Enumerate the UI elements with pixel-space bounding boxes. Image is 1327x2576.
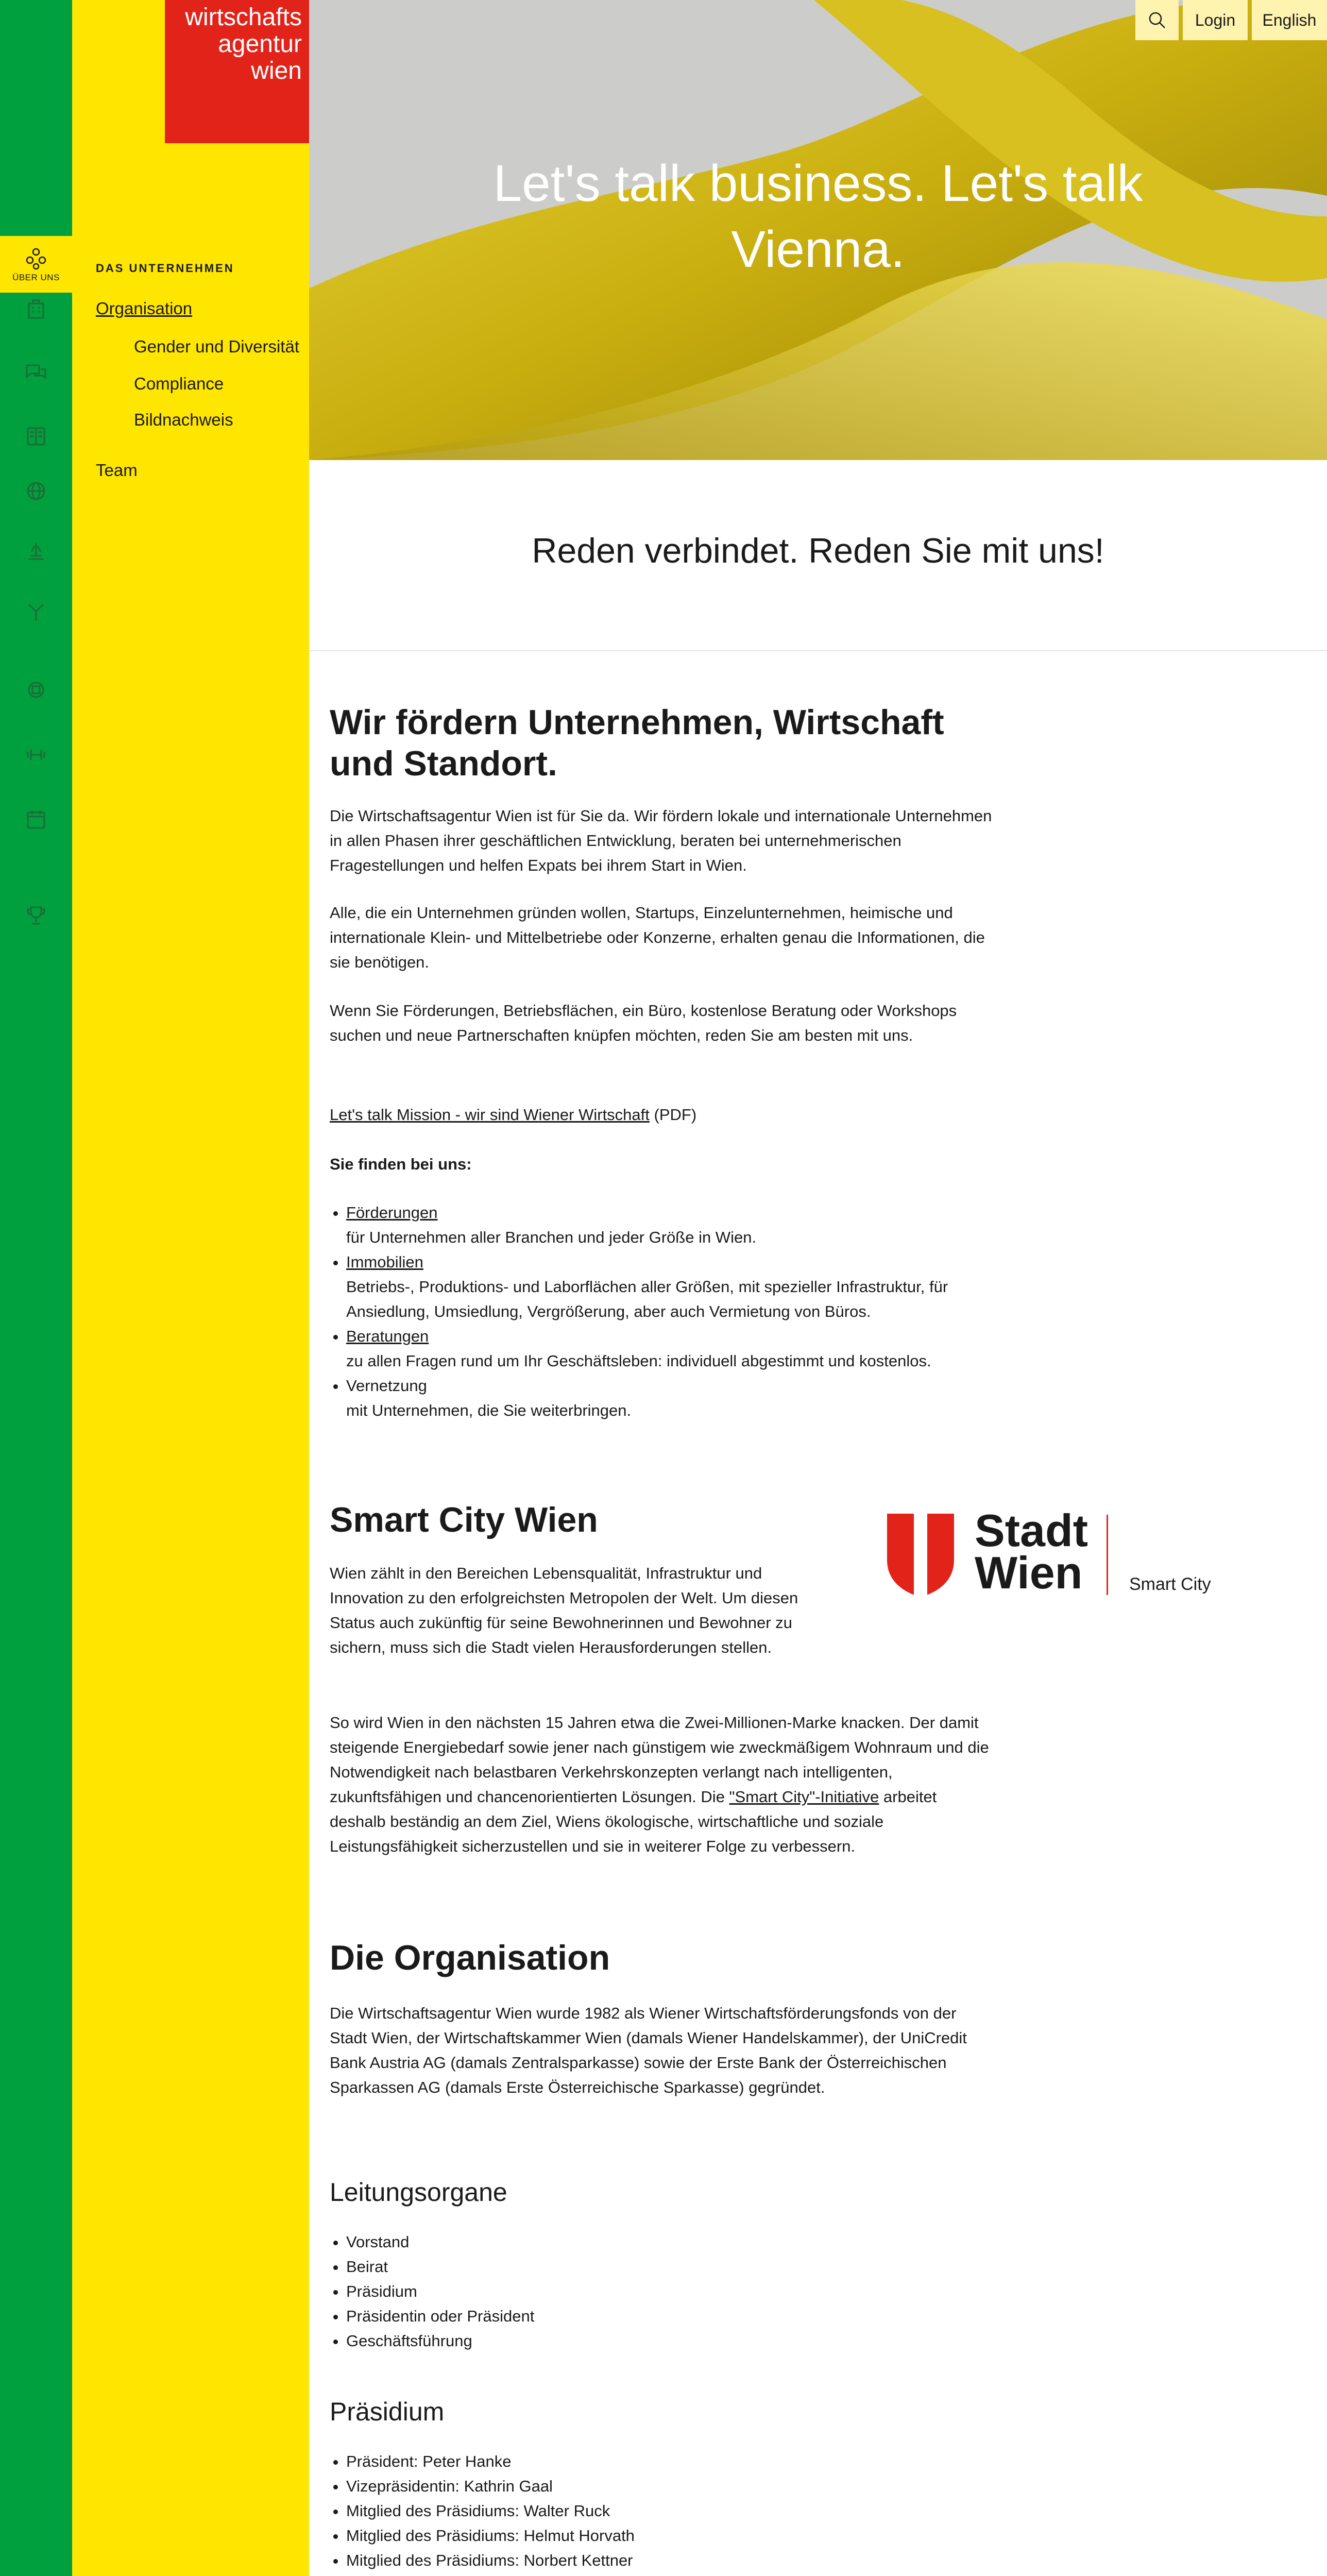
logo-line-3: wien	[251, 57, 302, 84]
smart-city-text: So wird Wien in den nächsten 15 Jahren etwa die Zwei-Millionen-Marke knacken. Der damit steigende Energiebedarf sowie jener nach günstigem wie zweckmäßigem Wohnraum und die Notwendigkeit nach belastbaren Verkehrskonzepten verlangt nach intelligenten, zukunftsfähigen und chancenorientierten Lösungen. Die	[330, 1714, 989, 1806]
rail-item-person[interactable]	[0, 583, 72, 640]
rail-item-trophy[interactable]	[0, 887, 72, 944]
rail-item-dumbbell[interactable]	[0, 726, 72, 783]
logo[interactable]	[165, 0, 309, 143]
rail-caption: ÜBER UNS	[12, 273, 60, 282]
sidebar-item-compliance[interactable]: Compliance	[134, 374, 224, 393]
search-icon	[1147, 10, 1167, 30]
sidebar-item-gender[interactable]: Gender und Diversität	[134, 337, 299, 356]
list-item: • Vizepräsidentin: Kathrin Gaal	[346, 2474, 1021, 2499]
tagline: Reden verbindet. Reden Sie mit uns!	[532, 531, 1104, 570]
list-item: • Mitglied des Präsidiums: Norbert Kettner	[346, 2548, 1021, 2573]
smart-city-text-end: arbeitet deshalb beständig an dem Ziel, Wiens ökologische, wirtschaftliche und soziale Leistungsfähigkeit sicherzustellen und sie in weiterer Folge zu verbessern.	[330, 1788, 937, 1855]
list-item: • Geschäftsführung	[346, 2329, 1021, 2353]
list-item	[346, 1324, 1021, 1374]
list-item: • Mitglied des Präsidiums: Helmut Horvath	[346, 2523, 1021, 2548]
building-icon	[24, 297, 48, 322]
mission-pdf-link[interactable]: Let's talk Mission - wir sind Wiener Wirtschaft	[330, 1106, 650, 1124]
speech-bubbles-icon	[24, 360, 48, 385]
intro-paragraph-1: Die Wirtschaftsagentur Wien ist für Sie da. Wir fördern lokale und internationale Unternehmen in allen Phasen ihrer geschäftlichen Entwicklung, beraten bei unternehmerischen Fragestellungen und helfen Expats bei ihrem Start in Wien.	[330, 807, 992, 874]
smart-city-initiative-link[interactable]: "Smart City"-Initiative	[729, 1788, 879, 1806]
icon-rail	[0, 0, 72, 2576]
find-us-heading: Sie finden bei uns:	[330, 1155, 472, 1173]
offer-link-beratungen[interactable]: Beratungen	[346, 1327, 429, 1345]
list-item: • Mitglied des Präsidiums: Walter Ruck	[346, 2499, 1021, 2523]
list-item	[346, 1374, 1021, 1423]
network-icon	[24, 246, 48, 270]
list-item: • Beirat	[346, 2255, 1021, 2279]
list-item: • Präsidium	[346, 2279, 1021, 2304]
rail-item-chip[interactable]	[0, 662, 72, 718]
hero-banner	[309, 0, 1327, 460]
smart-city-paragraph-1: Wien zählt in den Bereichen Lebensqualität, Infrastruktur und Innovation zu den erfolgreichsten Metropolen der Welt. Um diesen Status auch zukünftig für seine Bewohnerinnen und Bewohner zu sichern, muss sich die Stadt vielen Herausforderungen stellen.	[330, 1564, 798, 1656]
section-title-praesidium: Präsidium	[330, 2397, 445, 2426]
sidebar-heading: DAS UNTERNEHMEN	[96, 262, 234, 275]
stadt-wien-wordmark	[975, 1505, 1088, 1598]
section-title-organisation: Die Organisation	[330, 1938, 610, 1977]
offer-desc: für Unternehmen aller Branchen und jeder Größe in Wien.	[346, 1228, 757, 1246]
section-title-smart-city: Smart City Wien	[330, 1500, 598, 1539]
globe-icon	[24, 479, 48, 503]
chip-icon	[24, 677, 48, 702]
section-title-foerdern: Wir fördern Unternehmen, Wirtschaft und Standort.	[330, 703, 944, 783]
rail-item-book[interactable]	[0, 408, 72, 465]
dumbbell-icon	[24, 742, 48, 767]
login-button[interactable]: Login	[1183, 0, 1248, 40]
mission-line	[330, 1103, 994, 1127]
fountain-icon	[24, 538, 48, 563]
offer-desc: Betriebs-, Produktions- und Laborflächen aller Größen, mit spezieller Infrastruktur, für Ansiedlung, Umsiedlung, Vergrößerung, aber auch Vermietung von Büros.	[346, 1278, 948, 1320]
person-icon	[24, 599, 48, 624]
sidebar-item-organisation[interactable]: Organisation	[96, 299, 193, 318]
stadt-wien-smart-city-logo	[887, 1505, 1217, 1602]
smart-city-paragraph-2	[330, 1710, 994, 1859]
logo-line-2: agentur	[218, 30, 302, 58]
intro-paragraph-2: Alle, die ein Unternehmen gründen wollen, Startups, Einzelunternehmen, heimische und internationale Klein- und Mittelbetriebe oder Konzerne, erhalten genau die Informationen, die sie benötigen.	[330, 904, 985, 971]
offer-link-foerderungen[interactable]: Förderungen	[346, 1204, 438, 1222]
logo-divider	[1107, 1515, 1108, 1595]
offer-link-immobilien[interactable]: Immobilien	[346, 1253, 423, 1271]
sidebar-item-team[interactable]: Team	[96, 461, 138, 480]
rail-item-globe[interactable]	[0, 463, 72, 519]
rail-item-calendar[interactable]	[0, 791, 72, 848]
hero-title: Let's talk business. Let's talk Vienna.	[493, 155, 1143, 278]
sidebar-item-bildnachweis[interactable]: Bildnachweis	[134, 410, 233, 429]
intro-paragraph-3: Wenn Sie Förderungen, Betriebsflächen, ein Büro, kostenlose Beratung oder Workshops suchen und neue Partnerschaften knüpfen möchten, reden Sie am besten mit uns.	[330, 1002, 957, 1044]
rail-item-fountain[interactable]	[0, 522, 72, 579]
offer-desc: mit Unternehmen, die Sie weiterbringen.	[346, 1401, 632, 1419]
list-item	[346, 1200, 1021, 1250]
search-button[interactable]	[1135, 0, 1179, 40]
list-item: • Präsident: Peter Hanke	[346, 2449, 1021, 2474]
offers-list	[330, 1200, 1021, 1423]
section-title-leitungsorgane: Leitungsorgane	[330, 2178, 507, 2207]
rail-item-building[interactable]	[0, 281, 72, 338]
list-item: • Vorstand	[346, 2230, 1021, 2255]
vienna-shield-icon	[887, 1514, 954, 1597]
wien-word: Wien	[975, 1547, 1083, 1598]
logo-line-1: wirtschafts	[185, 4, 302, 31]
offer-desc: zu allen Fragen rund um Ihr Geschäftsleben: individuell abgestimmt und kostenlos.	[346, 1352, 931, 1370]
praesidium-list	[330, 2449, 1021, 2573]
offer-vernetzung: Vernetzung	[346, 1377, 427, 1395]
leitungsorgane-list	[330, 2230, 1021, 2353]
rail-item-speech[interactable]	[0, 344, 72, 401]
book-icon	[24, 424, 48, 449]
list-item	[346, 1250, 1021, 1324]
mission-pdf-suffix: (PDF)	[649, 1106, 697, 1124]
calendar-icon	[24, 807, 48, 832]
divider	[309, 650, 1327, 651]
list-item: • Präsidentin oder Präsident	[346, 2304, 1021, 2329]
organisation-paragraph: Die Wirtschaftsagentur Wien wurde 1982 als Wiener Wirtschaftsförderungsfonds von der Stadt Wien, der Wirtschaftskammer Wien (damals Wiener Handelskammer), der UniCredit Bank Austria AG (damals Zentralsparkasse) sowie der Erste Bank der Österreichischen Sparkassen AG (damals Erste Österreichische Sparkasse) gegründet.	[330, 2004, 967, 2096]
language-button[interactable]: English	[1252, 0, 1327, 40]
trophy-icon	[24, 903, 48, 928]
stadt-word: Stadt	[975, 1505, 1088, 1556]
smart-city-label: Smart City	[1129, 1574, 1211, 1594]
